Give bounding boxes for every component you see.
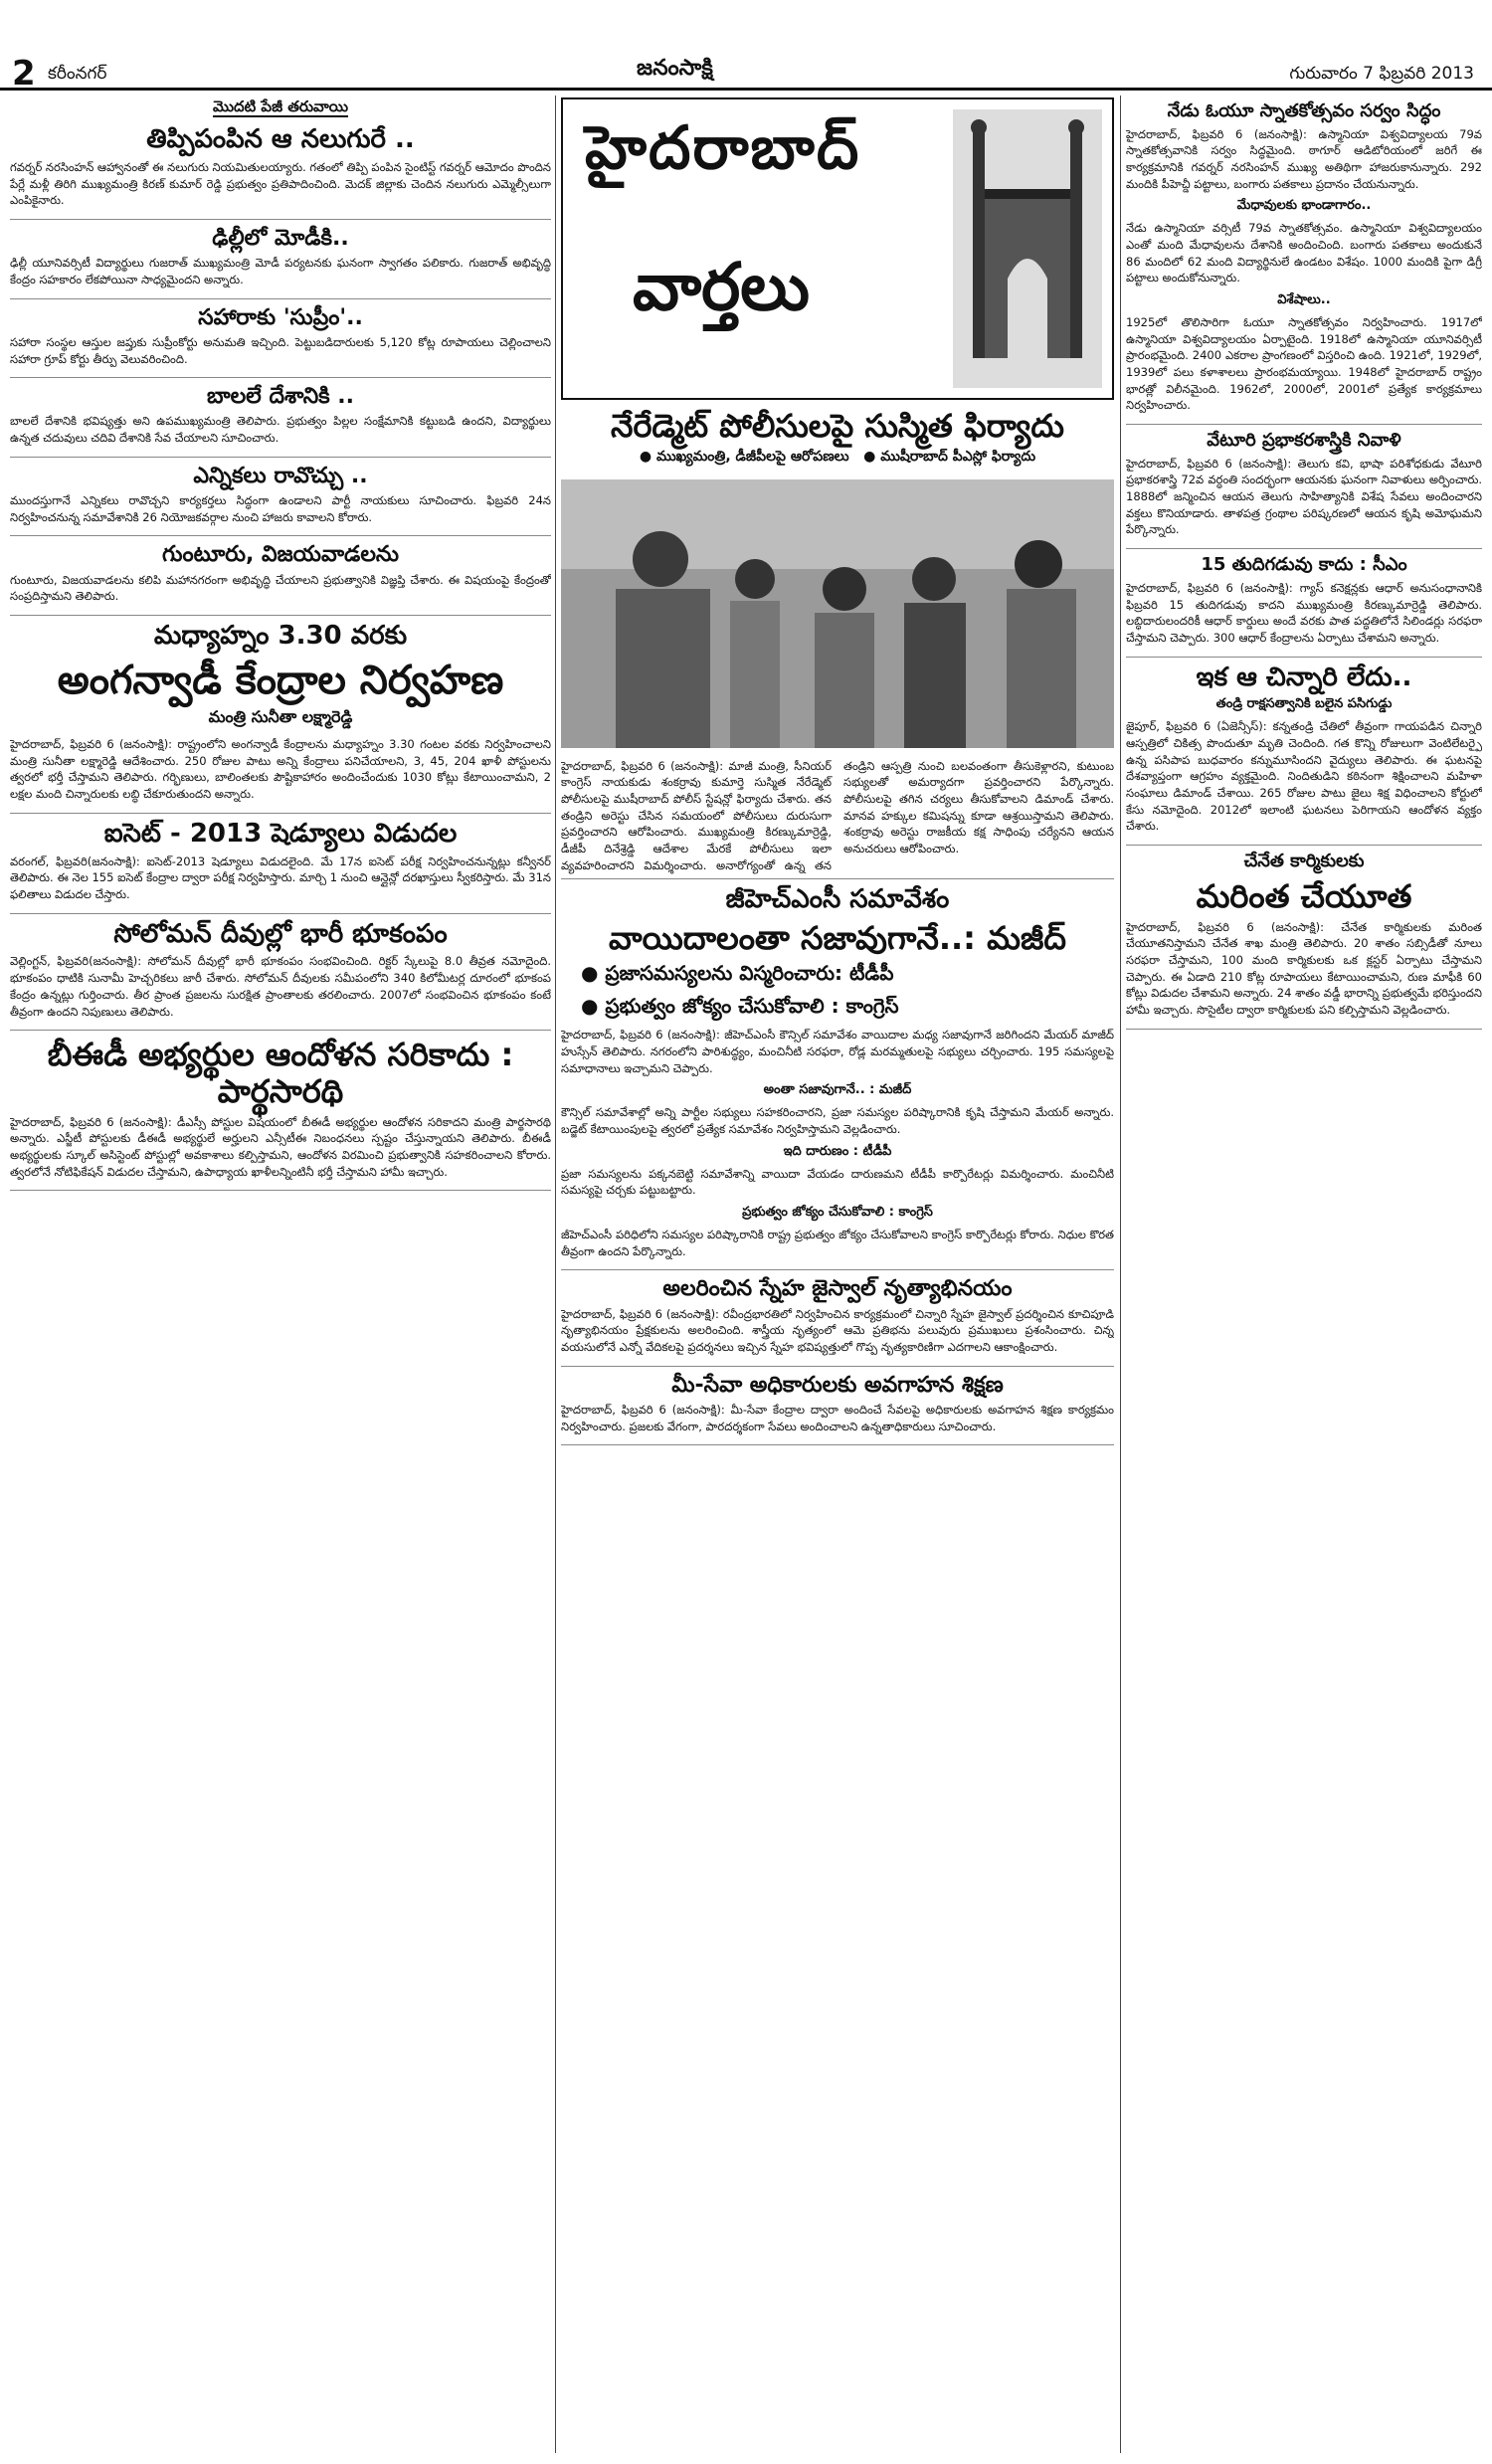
paper-name: జనంసాక్షి — [637, 56, 713, 81]
bullet-point: ● ప్రభుత్వం జోక్యం చేసుకోవాలి : కాంగ్రెస్ — [581, 994, 899, 1019]
story-dance — [561, 1276, 1114, 1366]
kicker: తండ్రి రాక్షసత్వానికి బలైన పసిగుడ్డు — [1215, 696, 1393, 712]
story-body: ప్రజా సమస్యలను పక్కనబెట్టి సమావేశాన్ని వాయిదా వేయడం దారుణమని టీడీపీ కార్పొరేటర్లు విమర్శించారు. మంచినీటి సమస్యపై చర్చకు పట్టుబట్టారు. — [561, 1166, 1114, 1198]
story-meeseva — [561, 1373, 1114, 1446]
news-photo — [561, 479, 1114, 748]
story-children — [10, 384, 551, 458]
subheading: అంతా సజావుగానే.. : మజీద్ — [763, 1082, 912, 1098]
headline: వేటూరి ప్రభాకరశాస్త్రికి నివాళి — [1207, 430, 1401, 452]
headline: అంగన్వాడీ కేంద్రాల నిర్వహణ — [57, 658, 504, 703]
subheading: మేధావులకు భాండాగారం.. — [1236, 198, 1372, 214]
headline: సోలోమన్ దీవుల్లో భారీ భూకంపం — [113, 918, 448, 949]
masthead — [0, 0, 1492, 94]
sub-bullets: ● ముఖ్యమంత్రి, డీజీపీలపై ఆరోపణలు ● ముషీరాబాద్ పీఎస్లో ఫిర్యాదు — [639, 448, 1036, 465]
story-body: జైపూర్, ఫిబ్రవరి 6 (ఏజెన్సీస్): కన్నతండ్రి చేతిలో తీవ్రంగా గాయపడిన చిన్నారి ఆస్పత్రిలో చికిత్స పొందుతూ మృతి చెందింది. గత కొన్ని రోజులుగా వెంటిలేటర్పై ఉన్న పసిపాప బుధవారం కన్నుమూసిందని వైద్యులు తెలిపారు. ఈ ఘటనపై దేశవ్యాప్తంగా ఆగ్రహం వ్యక్తమైంది. నిందితుడిని కఠినంగా శిక్షించాలని మహిళా సంఘాలు డిమాండ్ చేశాయి. 265 రోజుల పాటు జైలు శిక్ష విధించాలని కోర్టులో కేసు నమోదైంది. 2012లో ఇలాంటి ఘటనలు పెరిగాయని ఆందోళన వ్యక్తం చేశారు. — [1126, 719, 1482, 834]
edition-city: కరీంనగర్ — [48, 64, 107, 84]
story-child-death — [1126, 663, 1482, 847]
headline: మరింత చేయూత — [1196, 876, 1412, 915]
story-body: హైదరాబాద్, ఫిబ్రవరి 6 (జనంసాక్షి): గ్యాస్ కనెక్షన్లకు ఆధార్ అనుసంధానానికి ఫిబ్రవరి 15 తుదిగడువు కాదని ముఖ్యమంత్రి కిరణ్కుమార్రెడ్డి తెలిపారు. లబ్ధిదారులందరికీ ఆధార్ కార్డులు అందే వరకు పాత పద్ధతిలోనే సిలిండర్లు సరఫరా చేస్తామని చెప్పారు. 300 ఆధార్ కేంద్రాలను ఏర్పాటు చేశామని అన్నారు. — [1126, 580, 1482, 645]
story-veturi-tribute — [1126, 431, 1482, 549]
headline: ఇక ఆ చిన్నారి లేదు.. — [1196, 662, 1412, 692]
story-body: హైదరాబాద్, ఫిబ్రవరి 6 (జనంసాక్షి): తెలుగు కవి, భాషా పరిశోధకుడు వేటూరి ప్రభాకరశాస్త్రి 72వ వర్ధంతి సందర్భంగా ఆయనకు ఘనంగా నివాళులు అర్పించారు. 1888లో జన్మించిన ఆయన తెలుగు సాహిత్యానికి విశేష సేవలు అందించారని వక్తలు కొనియాడారు. తాళపత్ర గ్రంథాల పరిష్కరణలో ఆయన కృషి అమోఘమని పేర్కొన్నారు. — [1126, 456, 1482, 537]
headline: అలరించిన స్నేహ జైస్వాల్ నృత్యాభినయం — [662, 1276, 1013, 1302]
column-center — [561, 95, 1114, 2453]
bullet-point: ● ప్రజాసమస్యలను విస్మరించారు: టీడీపీ — [581, 961, 894, 986]
story-susmitha-complaint — [561, 408, 1114, 879]
story-body: జీహెచ్ఎంసీ పరిధిలోని సమస్యల పరిష్కారానికి రాష్ట్ర ప్రభుత్వం జోక్యం చేసుకోవాలని కాంగ్రెస్ కార్పొరేటర్లు కోరారు. నిధుల కొరత తీవ్రంగా ఉందని పేర్కొన్నారు. — [561, 1227, 1114, 1258]
headline: బీఈడీ అభ్యర్థుల ఆందోళన సరికాదు : పార్థసారథి — [47, 1036, 514, 1110]
story-body: గవర్నర్ నరసింహన్ ఆహ్వానంతో ఈ నలుగురు నియమితులయ్యారు. గతంలో తిప్పి పంపిన సైంటిస్ట్ గవర్నర్ ఆమోదం పొందిన పేర్లే మళ్లీ తిరిగి ముఖ్యమంత్రి కిరణ్ కుమార్ రెడ్డి ప్రభుత్వం ప్రతిపాదించింది. మెదక్ జిల్లాకు చెందిన నలుగురు ఎమ్మెల్సీలుగా ఎంపికైనారు. — [10, 159, 551, 208]
headline: గుంటూరు, విజయవాడలను — [162, 542, 399, 568]
headline: తిప్పిపంపిన ఆ నలుగురే .. — [146, 124, 415, 154]
subheading: ప్రభుత్వం జోక్యం చేసుకోవాలి : కాంగ్రెస్ — [742, 1204, 933, 1220]
story-elections — [10, 464, 551, 537]
page-number: 2 — [12, 54, 36, 94]
story-anganwadi — [10, 622, 551, 814]
kicker-headline: జీహెచ్ఎంసీ సమావేశం — [725, 883, 950, 914]
story-body: హైదరాబాద్, ఫిబ్రవరి 6 (జనంసాక్షి): రాష్ట్రంలోని అంగన్వాడీ కేంద్రాలను మధ్యాహ్నం 3.30 గంటల వరకు నిర్వహించాలని మంత్రి సునీతా లక్ష్మారెడ్డి ఆదేశించారు. 250 రోజుల పాటు అన్ని కేంద్రాలు పనిచేయాలని, 3, 45, 204 ఖాళీ పోస్టులను త్వరలో భర్తీ చేస్తామని తెలిపారు. గర్భిణులు, బాలింతలకు పౌష్టికాహారం అందించేందుకు 1030 కోట్లు కేటాయించామని, 2 లక్షల మంది చిన్నారులకు లబ్ధి చేకూరుతుందని అన్నారు. — [10, 737, 551, 802]
story-body: గుంటూరు, విజయవాడలను కలిపి మహానగరంగా అభివృద్ధి చేయాలని ప్రభుత్వానికి విజ్ఞప్తి చేశారు. ఈ విషయంపై కేంద్రంతో సంప్రదిస్తామని తెలిపారు. — [10, 572, 551, 604]
story-body: కౌన్సిల్ సమావేశాల్లో అన్ని పార్టీల సభ్యులు సహకరించారని, ప్రజా సమస్యల పరిష్కారానికి కృషి చేస్తామని మేయర్ అన్నారు. బడ్జెట్ కేటాయింపులపై త్వరలో ప్రత్యేక సమావేశం నిర్వహిస్తామని వెల్లడించారు. — [561, 1105, 1114, 1136]
story-body: వెల్లింగ్టన్, ఫిబ్రవరి(జనంసాక్షి): సోలోమన్ దీవుల్లో భారీ భూకంపం సంభవించింది. రిక్టర్ స్కేలుపై 8.0 తీవ్రత నమోదైంది. భూకంపం ధాటికి సునామీ హెచ్చరికలు జారీ చేశారు. సోలోమన్ దీవులకు సమీపంలోని 340 కిలోమీటర్ల దూరంలో భూకంప కేంద్రం ఉన్నట్లు గుర్తించారు. తీర ప్రాంత ప్రజలను సురక్షిత ప్రాంతాలకు తరలించారు. 2007లో సంభవించిన భూకంపం కంటే తీవ్రంగా ఉందని నిపుణులు తెలిపారు. — [10, 954, 551, 1019]
column-right — [1126, 95, 1482, 2453]
section-kicker: మొదటి పేజీ తరువాయి — [212, 97, 349, 115]
banner-title: హైదరాబాద్ — [585, 113, 861, 183]
headline: నేడు ఓయూ స్నాతకోత్సవం సర్వం సిద్ధం — [1167, 100, 1441, 121]
story-body: హైదరాబాద్, ఫిబ్రవరి 6 (జనంసాక్షి): ఉస్మానియా విశ్వవిద్యాలయ 79వ స్నాతకోత్సవానికి సర్వం సిద్ధమైంది. ఠాగూర్ ఆడిటోరియంలో జరిగే ఈ కార్యక్రమానికి గవర్నర్ నరసింహన్ ముఖ్య అతిథిగా హాజరుకానున్నారు. 292 మందికి పీహెచ్డీ పట్టాలు, బంగారు పతకాలు ప్రదానం చేయనున్నారు. — [1126, 126, 1482, 191]
headline: ఢిల్లీలో మోడీకి.. — [212, 225, 349, 251]
story-bed-candidates — [10, 1037, 551, 1191]
column-divider — [1120, 95, 1121, 2453]
story-returned-four — [10, 125, 551, 220]
column-left — [10, 95, 551, 2453]
story-body: హైదరాబాద్, ఫిబ్రవరి 6 (జనంసాక్షి): రవీంద్రభారతిలో నిర్వహించిన కార్యక్రమంలో చిన్నారి స్నేహ జైస్వాల్ ప్రదర్శించిన కూచిపూడి నృత్యాభినయం ప్రేక్షకులను అలరించింది. శాస్త్రీయ నృత్యంలో ఆమె ప్రతిభను పలువురు ప్రముఖులు ప్రశంసించారు. చిన్న వయసులోనే ఎన్నో వేదికలపై ప్రదర్శనలు ఇచ్చిన స్నేహ భవిష్యత్తులో గొప్ప నృత్యకారిణిగా ఎదగాలని ఆకాంక్షించారు. — [561, 1306, 1114, 1354]
story-body: హైదరాబాద్, ఫిబ్రవరి 6 (జనంసాక్షి): డీఎస్సీ పోస్టుల విషయంలో బీఈడీ అభ్యర్థుల ఆందోళన సరికాదని మంత్రి పార్థసారథి అన్నారు. ఎస్జీటీ పోస్టులకు డీఈడీ అభ్యర్థులే అర్హులని ఎన్సీటీఈ నిబంధనలు స్పష్టం చేస్తున్నాయని తెలిపారు. బీఈడీ అభ్యర్థులకు స్కూల్ అసిస్టెంట్ పోస్టుల్లో అవకాశాలు కల్పిస్తామని, ఆందోళన విరమించి ప్రభుత్వానికి సహకరించాలని కోరారు. త్వరలోనే నోటిఫికేషన్ విడుదల చేస్తామని, ఉపాధ్యాయ ఖాళీలన్నింటినీ భర్తీ చేస్తామని హామీ ఇచ్చారు. — [10, 1114, 551, 1179]
headline: వాయిదాలంతా సజావుగానే..: మజీద్ — [609, 919, 1066, 958]
story-handloom — [1126, 852, 1482, 1030]
charminar-icon — [953, 109, 1102, 388]
story-ou-convocation — [1126, 101, 1482, 425]
story-modi-delhi — [10, 226, 551, 299]
story-guntur — [10, 542, 551, 616]
story-sahara — [10, 305, 551, 379]
story-body: 1925లో తొలిసారిగా ఓయూ స్నాతకోత్సవం నిర్వహించారు. 1917లో ఉస్మానియా విశ్వవిద్యాలయం ఏర్పాటైంది. 1918లో ఉస్మానియా యూనివర్సిటీ ప్రారంభమైంది. 2400 ఎకరాల ప్రాంగణంలో విస్తరించి ఉంది. 1921లో, 1929లో, 1939లో పలు కళాశాలలు ప్రారంభమయ్యాయి. 1948లో హైదరాబాద్ రాష్ట్రం భారత్లో విలీనమైంది. 1962లో, 2000లో, 2001లో ప్రత్యేక కార్యక్రమాలు నిర్వహించారు. — [1126, 315, 1482, 413]
story-body: హైదరాబాద్, ఫిబ్రవరి 6 (జనంసాక్షి): జీహెచ్ఎంసీ కౌన్సిల్ సమావేశం వాయిదాల మధ్య సజావుగానే జరిగిందని మేయర్ మాజీద్ హుస్సేన్ తెలిపారు. నగరంలోని పారిశుద్ధ్యం, మంచినీటి సరఫరా, రోడ్ల మరమ్మతులపై సభ్యులు చర్చించారు. 195 సమస్యలపై సమాధానాలు ఇచ్చామని చెప్పారు. — [561, 1028, 1114, 1075]
subheading: ఇది దారుణం : టీడీపీ — [783, 1143, 892, 1159]
headline: ఐసెట్ - 2013 షెడ్యూలు విడుదల — [103, 818, 458, 849]
story-body: వరంగల్, ఫిబ్రవరి(జనంసాక్షి): ఐసెట్-2013 షెడ్యూలు విడుదలైంది. మే 17న ఐసెట్ పరీక్ష నిర్వహించనున్నట్లు కన్వీనర్ తెలిపారు. ఈ నెల 155 ఐసెట్ కేంద్రాల ద్వారా పరీక్ష నిర్వహిస్తారు. మార్చి 1 నుంచి ఆన్లైన్లో దరఖాస్తులు స్వీకరిస్తారు. మే 31న ఫలితాలు విడుదల చేస్తారు. — [10, 853, 551, 901]
story-ghmc-meeting — [561, 885, 1114, 1271]
story-body: నేడు ఉస్మానియా వర్సిటీ 79వ స్నాతకోత్సవం. ఉస్మానియా విశ్వవిద్యాలయం ఎంతో మంది మేధావులను దేశానికి అందించింది. బంగారు పతకాలు అందుకునే 86 మందిలో 62 మంది విద్యార్థినులే ఉండటం విశేషం. 1000 మందికి పైగా డిగ్రీ పట్టాలు అందుకోనున్నారు. — [1126, 221, 1482, 285]
story-body: బాలలే దేశానికి భవిష్యత్తు అని ఉపముఖ్యమంత్రి తెలిపారు. ప్రభుత్వం పిల్లల సంక్షేమానికి కట్టుబడి ఉందని, విద్యార్థులు ఉన్నత చదువులు చదివి దేశానికి సేవ చేయాలని సూచించారు. — [10, 414, 551, 446]
issue-date: గురువారం 7 ఫిబ్రవరి 2013 — [1289, 64, 1474, 84]
headline: 15 తుదిగడువు కాదు : సీఎం — [1201, 554, 1407, 576]
headline: బాలలే దేశానికి .. — [207, 384, 354, 410]
kicker-headline: చేనేత కార్మికులకు — [1243, 851, 1365, 872]
story-body: హైదరాబాద్, ఫిబ్రవరి 6 (జనంసాక్షి): చేనేత కార్మికులకు మరింత చేయూతనిస్తామని చేనేత శాఖ మంత్రి తెలిపారు. 20 శాతం సబ్సిడీతో నూలు సరఫరా చేస్తామని, 100 మంది కార్మికులకు ఒక క్లస్టర్ ఏర్పాటు చేస్తామని చెప్పారు. ఈ ఏడాది 210 కోట్ల రూపాయలు కేటాయించామని, రుణ మాఫీకి 60 కోట్లు విడుదల చేశామని అన్నారు. 24 శాతం వడ్డీ భారాన్ని ప్రభుత్వమే భరిస్తుందని హామీ ఇచ్చారు. సొసైటీల ద్వారా కార్మికులకు పని కల్పిస్తామని వెల్లడించారు. — [1126, 919, 1482, 1017]
hyderabad-news-banner — [561, 97, 1114, 400]
headline: మీ-సేవా అధికారులకు అవగాహన శిక్షణ — [671, 1372, 1004, 1398]
story-cm-deadline — [1126, 555, 1482, 657]
story-icet — [10, 820, 551, 914]
byline: మంత్రి సునీతా లక్ష్మారెడ్డి — [208, 707, 353, 726]
story-earthquake — [10, 920, 551, 1032]
story-body: హైదరాబాద్, ఫిబ్రవరి 6 (జనంసాక్షి): మాజీ మంత్రి, సీనియర్ కాంగ్రెస్ నాయకుడు శంకర్రావు కుమార్తె సుస్మిత నేరేడ్మెట్ పోలీసులపై ముషీరాబాద్ పోలీస్ స్టేషన్లో ఫిర్యాదు చేశారు. తన తండ్రిని అరెస్టు చేసిన సమయంలో పోలీసులు దురుసుగా ప్రవర్తించారని ఆరోపించారు. ముఖ్యమంత్రి కిరణ్కుమార్రెడ్డి, డీజీపీ దినేశ్రెడ్డి ఆదేశాల మేరకే పోలీసులు ఇలా వ్యవహరించారని విమర్శించారు. అనారోగ్యంతో ఉన్న తన తండ్రిని ఆస్పత్రి నుంచి బలవంతంగా తీసుకెళ్లారని, కుటుంబ సభ్యులతో అమర్యాదగా ప్రవర్తించారని పేర్కొన్నారు. పోలీసులపై తగిన చర్యలు తీసుకోవాలని డిమాండ్ చేశారు. మానవ హక్కుల కమిషన్ను కూడా ఆశ్రయిస్తామని తెలిపారు. శంకర్రావు అరెస్టు రాజకీయ కక్ష సాధింపు చర్యేనని ఆయన అనుచరులు ఆరోపించారు. — [561, 758, 1114, 872]
banner-subtitle: వార్తలు — [633, 249, 810, 325]
column-divider — [555, 95, 556, 2453]
story-body: సహారా సంస్థల ఆస్తుల జప్తుకు సుప్రీంకోర్టు అనుమతి ఇచ్చింది. పెట్టుబడిదారులకు 5,120 కోట్ల రూపాయలు చెల్లించాలని సహారా గ్రూప్ కోర్టు తీర్పు వెలువరించింది. — [10, 334, 551, 366]
story-body: హైదరాబాద్, ఫిబ్రవరి 6 (జనంసాక్షి): మీ-సేవా కేంద్రాల ద్వారా అందించే సేవలపై అధికారులకు అవగాహన శిక్షణ కార్యక్రమం నిర్వహించారు. ప్రజలకు వేగంగా, పారదర్శకంగా సేవలు అందించాలని ఉన్నతాధికారులు సూచించారు. — [561, 1402, 1114, 1433]
headline: ఎన్నికలు రావొచ్చు .. — [193, 463, 368, 488]
subheading: విశేషాలు.. — [1277, 292, 1331, 308]
headline: నేరేడ్మెట్ పోలీసులపై సుస్మిత ఫిర్యాదు — [610, 407, 1064, 445]
story-body: ఢిల్లీ యూనివర్సిటీ విద్యార్థులు గుజరాత్ ముఖ్యమంత్రి మోడీ పర్యటనకు ఘనంగా స్వాగతం పలికారు. గుజరాత్ అభివృద్ధి కేంద్రం సహకారం లేకపోయినా సాధ్యమైందని అన్నారు. — [10, 256, 551, 286]
story-body: ముందస్తుగానే ఎన్నికలు రావొచ్చని కార్యకర్తలు సిద్ధంగా ఉండాలని పార్టీ నాయకులు సూచించారు. ఫిబ్రవరి 24న నిర్వహించనున్న సమావేశానికి 26 నియోజకవర్గాల నుంచి హాజరు కావాలని కోరారు. — [10, 493, 551, 524]
headline: సహారాకు 'సుప్రీం'.. — [198, 304, 363, 330]
kicker-headline: మధ్యాహ్నం 3.30 వరకు — [153, 621, 408, 652]
